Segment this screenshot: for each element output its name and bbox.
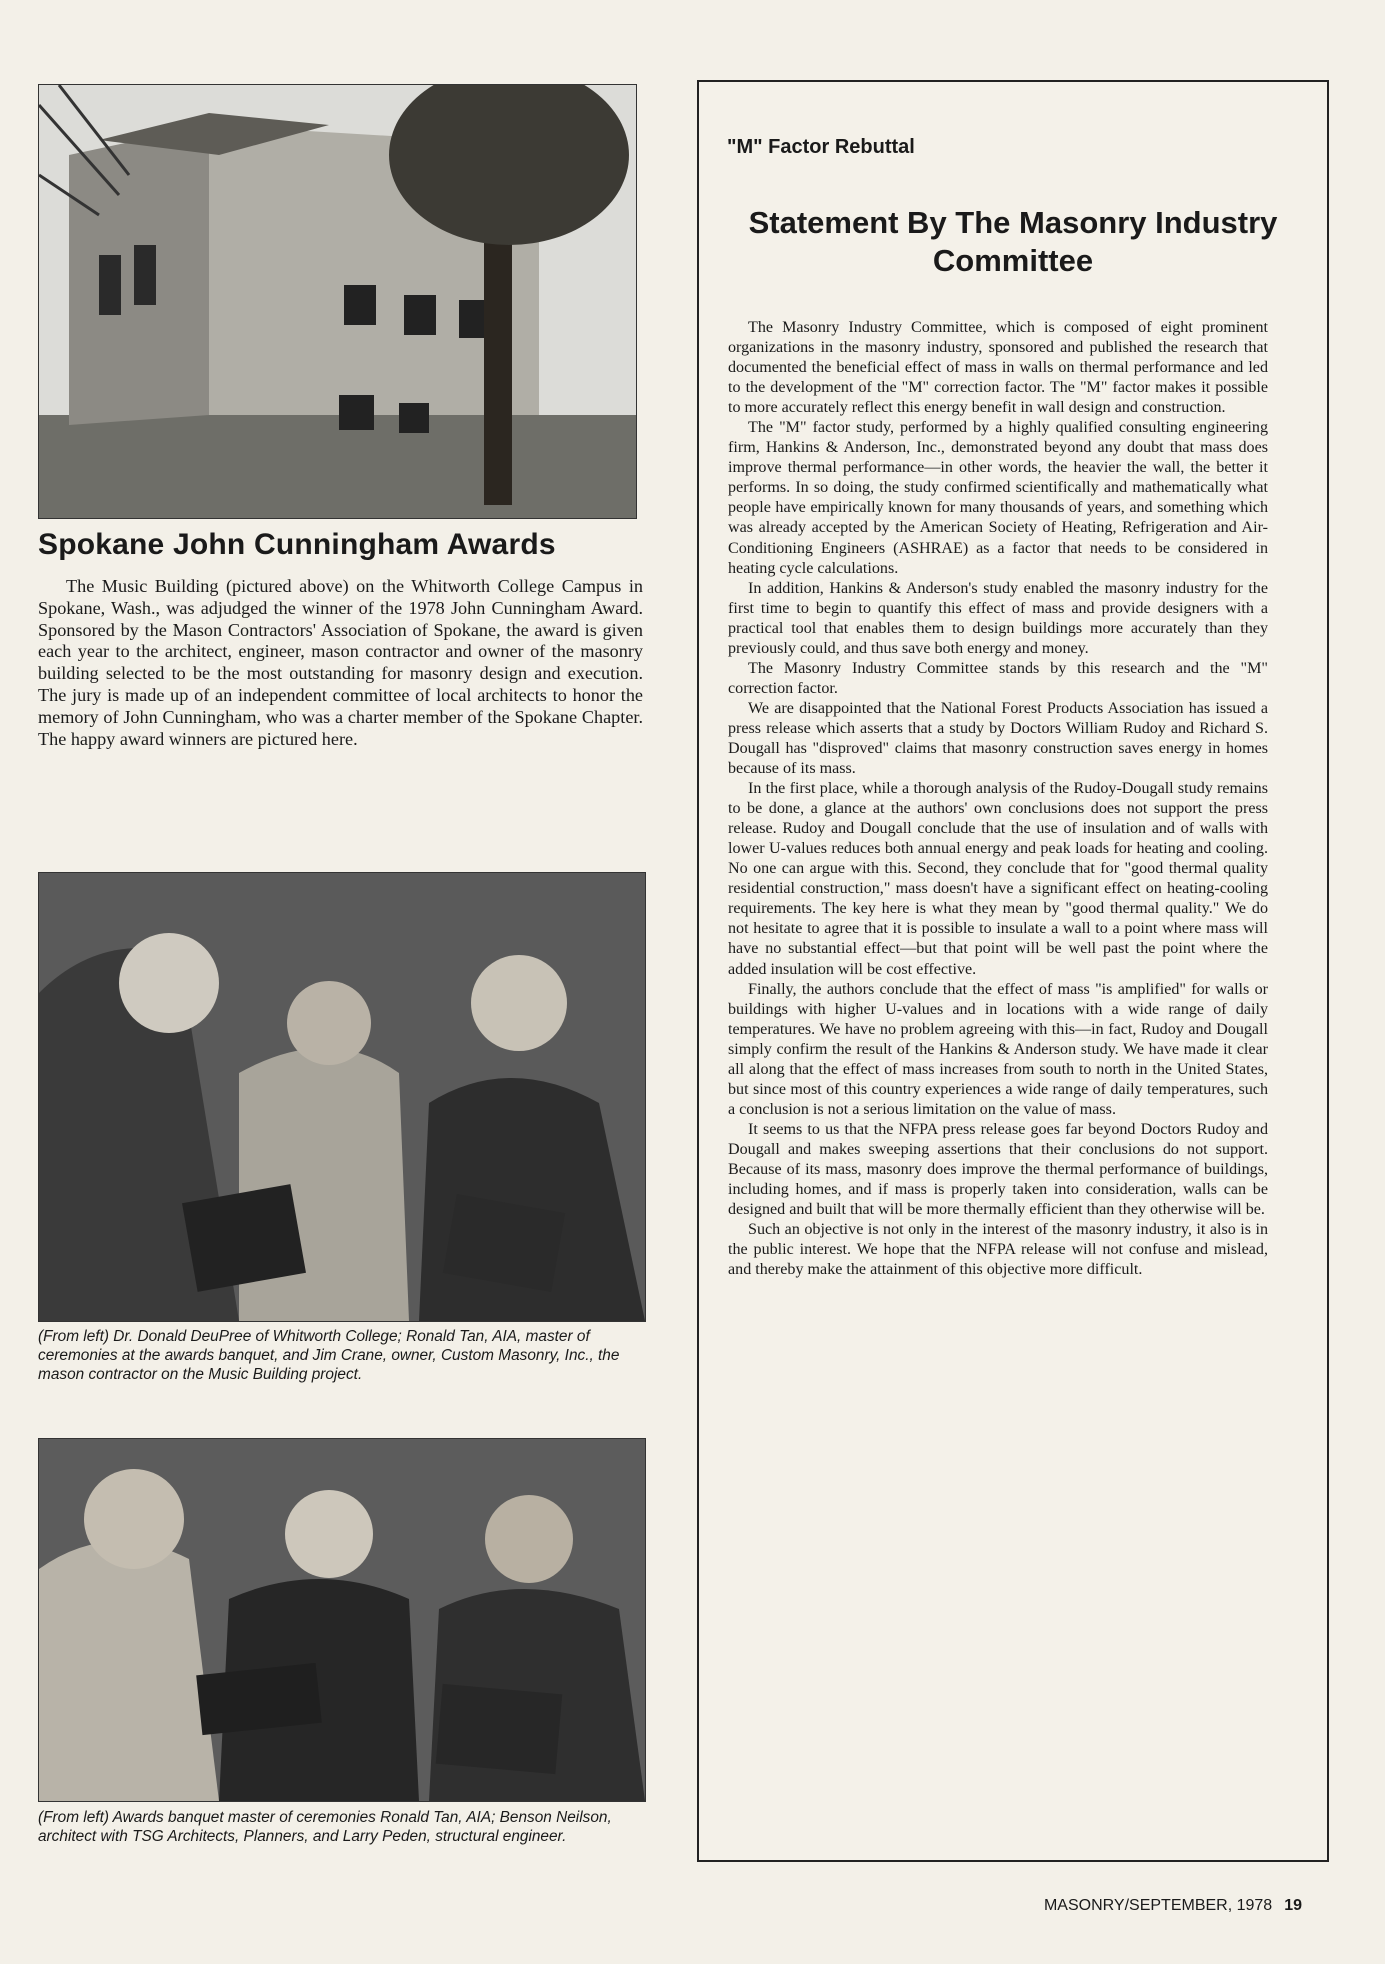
music-building-photo [38,84,637,519]
statement-paragraph: The "M" factor study, performed by a highly qualified consulting engineering firm, Hankins & Anderson, Inc., demonstrated beyond any doubt that mass does improve thermal performance—in other words, the heavier the wall, the better it performs. In so doing, the study confirmed scientifically and mathematically what people have empirically known for many thousands of years, and something which was already accepted by the American Society of Heating, Refrigeration and Air-Conditioning Engineers (ASHRAE) as a factor that needs to be considered in heating cycle calculations. [728,419,1268,577]
statement-paragraph: The Masonry Industry Committee, which is composed of eight prominent organizations in the masonry industry, sponsored and published the research that documented the beneficial effect of mass in walls on thermal performance and led to the development of the "M" correction factor. The "M" factor makes it possible to more accurately reflect this energy benefit in wall design and construction. [728,319,1268,417]
statement-title: Statement By The Masonry Industry Committee [748,205,1278,278]
sidebar-kicker: "M" Factor Rebuttal [727,136,915,158]
award-winners-photo-2 [38,1438,646,1802]
statement-paragraph: Such an objective is not only in the interest of the masonry industry, it also is in the public interest. We hope that the NFPA release will not confuse and mislead, and thereby make the attainment of this objective more difficult. [728,1221,1268,1279]
statement-sidebar [697,80,1329,1862]
page-number: 19 [1284,1897,1302,1914]
publication-line: MASONRY/SEPTEMBER, 1978 [1043,1897,1273,1914]
statement-paragraph: We are disappointed that the National Forest Products Association has issued a press release which asserts that a study by Doctors William Rudoy and Richard S. Dougall has "disproved" claims that masonry construction saves energy in homes because of its mass. [728,699,1268,778]
statement-paragraph: The Masonry Industry Committee stands by this research and the "M" correction factor. [728,659,1268,697]
photo-caption-2: (From left) Awards banquet master of ceremonies Ronald Tan, AIA; Benson Neilson, architect with TSG Architects, Planners, and Larry Peden, structural engineer. [38,1809,612,1845]
statement-paragraph: In addition, Hankins & Anderson's study enabled the masonry industry for the first time to begin to quantify this effect of mass and provide designers with a practical tool that enables them to design buildings more accurately than they previously could, and thus save both energy and money. [728,579,1268,657]
article-headline: Spokane John Cunningham Awards [38,528,556,561]
statement-paragraph: It seems to us that the NFPA press release goes far beyond Doctors Rudoy and Dougall and makes sweeping assertions that their conclusions do not support. Because of its mass, masonry does improve the thermal performance of buildings, including homes, and if mass is properly taken into consideration, walls can be designed and built that will be more thermally efficient than they otherwise will be. [728,1120,1268,1219]
photo-caption-1: (From left) Dr. Donald DeuPree of Whitworth College; Ronald Tan, AIA, master of ceremonies at the awards banquet, and Jim Crane, owner, Custom Masonry, Inc., the mason contractor on the Music Building project. [38,1328,620,1383]
page-footer [930,1897,1302,1915]
article-body: The Music Building (pictured above) on the Whitworth College Campus in Spokane, Wash., was adjudged the winner of the 1978 John Cunningham Award. Sponsored by the Mason Contractors' Association of Spokane, the award is given each year to the architect, engineer, mason contractor and owner of the masonry building selected to be the most outstanding for masonry design and execution. The jury is made up of an independent committee of local architects to honor the memory of John Cunningham, who was a charter member of the Spokane Chapter. The happy award winners are pictured here. [38,576,643,749]
award-winners-photo-1 [38,872,646,1322]
statement-paragraph: In the first place, while a thorough analysis of the Rudoy-Dougall study remains to be done, a glance at the authors' own conclusions does not support the press release. Rudoy and Dougall conclude that the use of insulation and of walls with lower U-values reduces both annual energy and peak loads for heating and cooling. No one can argue with this. Second, they conclude that for "good thermal quality residential construction," mass doesn't have a significant effect on heating-cooling requirements. The key here is what they mean by "good thermal quality." We do not hesitate to agree that it is possible to insulate a wall to a point where mass will have no substantial effect—but that point will be well past the point where the added insulation will be cost effective. [728,780,1268,978]
statement-paragraph: Finally, the authors conclude that the effect of mass "is amplified" for walls or buildings with higher U-values and in locations with a wide range of daily temperatures. We have no problem agreeing with this—in fact, Rudoy and Dougall simply confirm the result of the Hankins & Anderson study. We have made it clear all along that the effect of mass increases from south to north in the United States, but since most of this country experiences a wide range of daily temperatures, such a conclusion is not a serious limitation on the value of mass. [728,980,1268,1118]
statement-body [728,318,1268,1280]
